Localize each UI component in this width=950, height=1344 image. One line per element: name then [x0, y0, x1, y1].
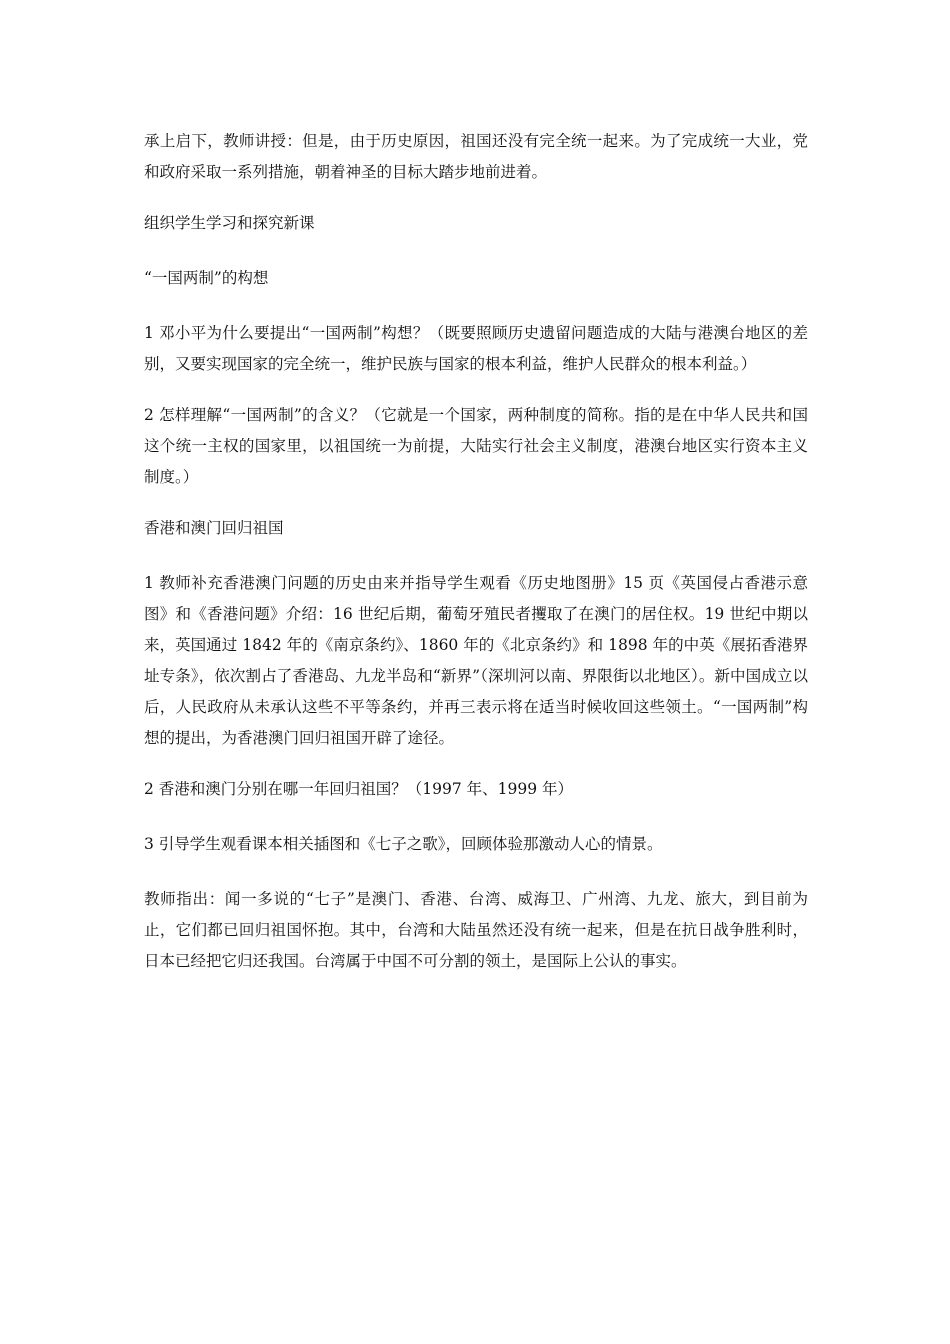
history-paragraph: 1 教师补充香港澳门问题的历史由来并指导学生观看《历史地图册》15 页《英国侵占香港示意图》和《香港问题》介绍：16 世纪后期，葡萄牙殖民者攫取了在澳门的居住权。19 世纪中期以来，英国通过 1842 年的《南京条约》、1860 年的《北京条约》和 1898 年的中英《展拓香港界址专条》，依次割占了香港岛、九龙半岛和“新界”（深圳河以南、界限街以北地区）。新中国成立以后，人民政府从未承认这些不平等条约，并再三表示将在适当时候收回这些领土。“一国两制”构想的提出，为香港澳门回归祖国开辟了途径。 — [144, 574, 808, 747]
question-paragraph-return-years: 2 香港和澳门分别在哪一年回归祖国？（1997 年、1999 年） — [144, 780, 574, 798]
section-heading-new-lesson: 组织学生学习和探究新课 — [144, 214, 315, 232]
question-paragraph-1: 1 邓小平为什么要提出“一国两制”构想？（既要照顾历史遗留问题造成的大陆与港澳台地区的差别，又要实现国家的完全统一，维护民族与国家的根本利益，维护人民群众的根本利益。） — [144, 324, 808, 373]
subsection-heading-one-country-two-systems: “一国两制”的构想 — [144, 269, 269, 287]
teacher-note-paragraph: 教师指出：闻一多说的“七子”是澳门、香港、台湾、威海卫、广州湾、九龙、旅大，到目前为止，它们都已回归祖国怀抱。其中，台湾和大陆虽然还没有统一起来，但是在抗日战争胜利时，日本已经把它归还我国。台湾属于中国不可分割的领土，是国际上公认的事实。 — [144, 890, 808, 970]
intro-paragraph: 承上启下，教师讲授：但是，由于历史原因，祖国还没有完全统一起来。为了完成统一大业，党和政府采取一系列措施，朝着神圣的目标大踏步地前进着。 — [144, 132, 808, 181]
guide-paragraph-song: 3 引导学生观看课本相关插图和《七子之歌》，回顾体验那激动人心的情景。 — [144, 835, 663, 853]
document-body — [144, 126, 808, 997]
subsection-heading-hk-macau-return: 香港和澳门回归祖国 — [144, 519, 284, 537]
question-paragraph-2: 2 怎样理解“一国两制”的含义？（它就是一个国家，两种制度的简称。指的是在中华人民共和国这个统一主权的国家里，以祖国统一为前提，大陆实行社会主义制度，港澳台地区实行资本主义制度。） — [144, 406, 808, 486]
